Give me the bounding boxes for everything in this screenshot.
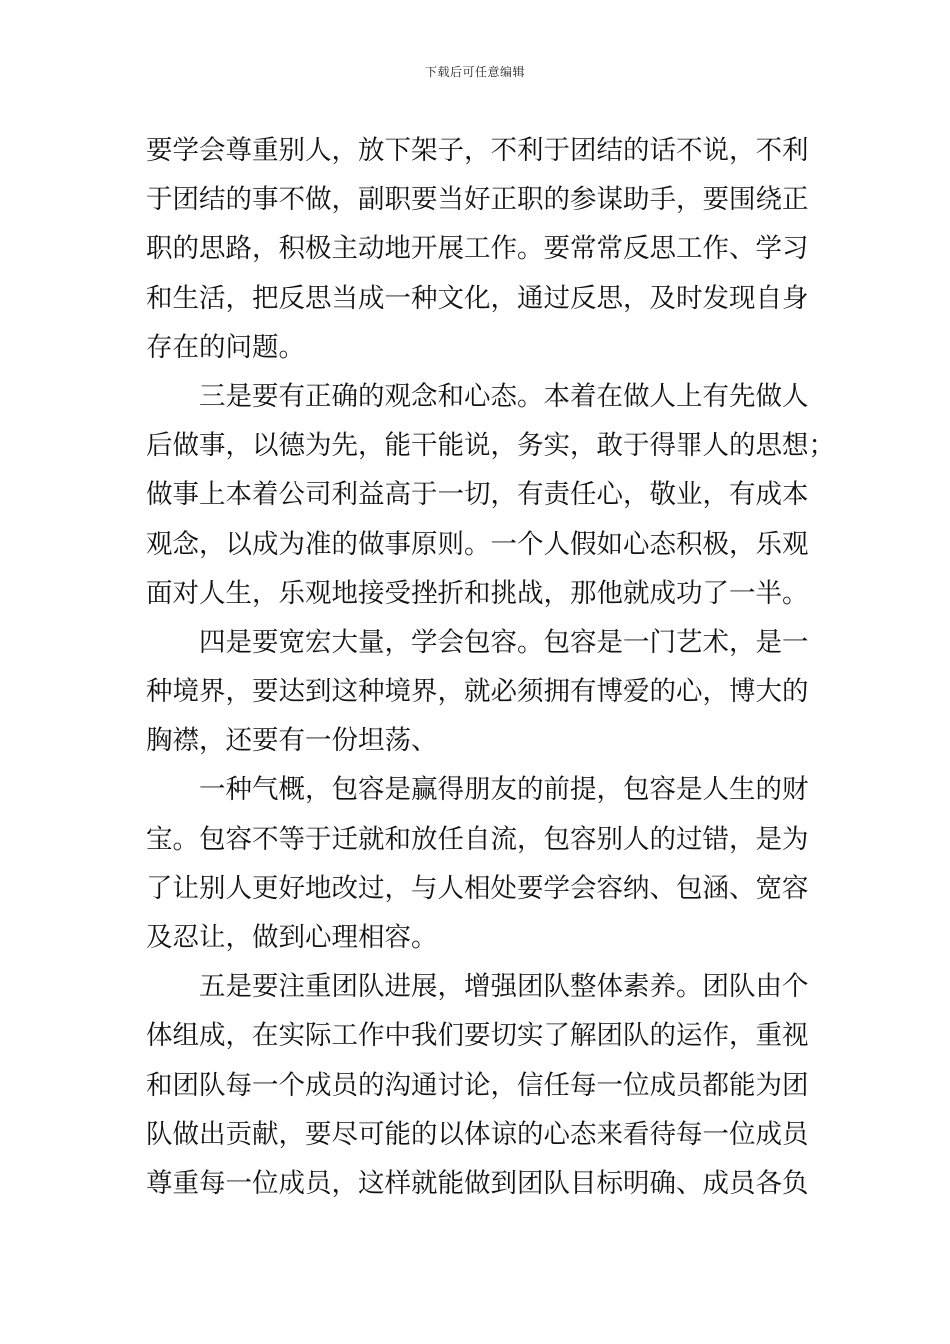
text-line: 一种气概，包容是赢得朋友的前提，包容是人生的财	[199, 774, 809, 806]
document-body	[146, 126, 835, 1208]
text-line: 和团队每一个成员的沟通讨论，信任每一位成员都能为团	[146, 1069, 809, 1101]
text-line: 了让别人更好地改过，与人相处要学会容纳、包涵、宽容	[146, 872, 809, 904]
text-line: 三是要有正确的观念和心态。本着在做人上有先做人	[199, 380, 809, 412]
text-line: 要学会尊重别人，放下架子，不利于团结的话不说，不利	[146, 135, 809, 166]
text-line: 面对人生，乐观地接受挫折和挑战，那他就成功了一半。	[146, 577, 809, 609]
page-header-note: 下载后可任意编辑	[424, 65, 525, 79]
text-line: 做事上本着公司利益高于一切，有责任心，敬业，有成本	[146, 479, 809, 511]
text-line: 职的思路，积极主动地开展工作。要常常反思工作、学习	[146, 233, 809, 265]
text-line: 四是要宽宏大量，学会包容。包容是一门艺术，是一	[199, 626, 809, 658]
text-line: 体组成，在实际工作中我们要切实了解团队的运作，重视	[146, 1020, 809, 1052]
text-line: 种境界，要达到这种境界，就必须拥有博爱的心，博大的	[146, 676, 809, 708]
text-line: 于团结的事不做，副职要当好正职的参谋助手，要围绕正	[146, 184, 809, 216]
text-line: 和生活，把反思当成一种文化，通过反思，及时发现自身	[146, 282, 809, 314]
text-line: 观念，以成为准的做事原则。一个人假如心态积极，乐观	[146, 528, 809, 560]
paragraph	[146, 618, 809, 766]
text-line: 及忍让，做到心理相容。	[146, 922, 438, 953]
paragraph	[146, 765, 809, 962]
paragraph	[146, 962, 809, 1208]
text-line: 宝。包容不等于迁就和放任自流，包容别人的过错，是为	[146, 823, 809, 855]
text-line: 后做事，以德为先，能干能说，务实，敢于得罪人的思想；	[146, 430, 835, 462]
text-line: 胸襟，还要有一份坦荡、	[146, 725, 438, 757]
paragraph	[146, 126, 809, 372]
text-line: 队做出贡献，要尽可能的以体谅的心态来看待每一位成员	[146, 1118, 809, 1150]
text-line: 存在的问题。	[146, 331, 305, 363]
paragraph	[146, 372, 835, 618]
text-line: 五是要注重团队进展，增强团队整体素养。团队由个	[199, 971, 809, 1003]
text-line: 尊重每一位成员，这样就能做到团队目标明确、成员各负	[146, 1167, 809, 1199]
